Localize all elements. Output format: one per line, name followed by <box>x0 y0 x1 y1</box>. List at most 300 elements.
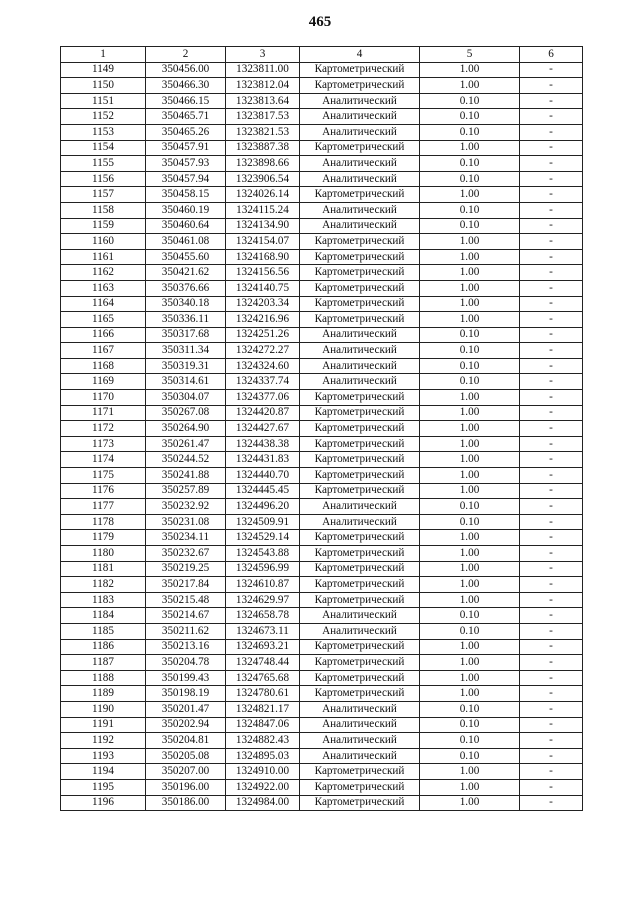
table-cell: Картометрический <box>300 78 420 94</box>
table-cell: 1149 <box>61 62 146 78</box>
table-cell: - <box>520 701 583 717</box>
table-cell: 350311.34 <box>146 343 226 359</box>
page-number: 465 <box>308 14 332 30</box>
table-cell: 1194 <box>61 764 146 780</box>
table-row <box>61 405 583 421</box>
table-row <box>61 218 583 234</box>
table-cell: Аналитический <box>300 156 420 172</box>
table-cell: 1324895.03 <box>226 748 300 764</box>
table-cell: Картометрический <box>300 234 420 250</box>
table-cell: 1.00 <box>420 296 520 312</box>
table-cell: 1.00 <box>420 452 520 468</box>
table-cell: - <box>520 109 583 125</box>
table-cell: 0.10 <box>420 124 520 140</box>
table-cell: - <box>520 265 583 281</box>
table-cell: 1.00 <box>420 78 520 94</box>
table-cell: 1324910.00 <box>226 764 300 780</box>
table-cell: 1324693.21 <box>226 639 300 655</box>
table-cell: 1175 <box>61 468 146 484</box>
table-cell: Аналитический <box>300 748 420 764</box>
table-cell: 1184 <box>61 608 146 624</box>
table-cell: 1323812.04 <box>226 78 300 94</box>
table-cell: Картометрический <box>300 62 420 78</box>
table-cell: Картометрический <box>300 468 420 484</box>
table-cell: 1185 <box>61 623 146 639</box>
table-cell: - <box>520 156 583 172</box>
table-cell: 350457.94 <box>146 171 226 187</box>
table-row <box>61 639 583 655</box>
table-cell: - <box>520 280 583 296</box>
table-cell: Картометрический <box>300 530 420 546</box>
table-cell: 1324168.90 <box>226 249 300 265</box>
table-cell: 1171 <box>61 405 146 421</box>
table-cell: - <box>520 655 583 671</box>
table-cell: 1156 <box>61 171 146 187</box>
table-cell: 1187 <box>61 655 146 671</box>
table-cell: 1324445.45 <box>226 483 300 499</box>
table-cell: 350457.93 <box>146 156 226 172</box>
table-cell: 1.00 <box>420 764 520 780</box>
table-cell: 1.00 <box>420 405 520 421</box>
table-cell: 350261.47 <box>146 436 226 452</box>
table-cell: Аналитический <box>300 514 420 530</box>
table-cell: 350217.84 <box>146 577 226 593</box>
table-cell: Картометрический <box>300 764 420 780</box>
table-cell: 350340.18 <box>146 296 226 312</box>
table-cell: Аналитический <box>300 733 420 749</box>
table-cell: Картометрический <box>300 312 420 328</box>
header-cell: 3 <box>226 47 300 63</box>
table-cell: 1.00 <box>420 187 520 203</box>
table-cell: 0.10 <box>420 343 520 359</box>
table-row <box>61 530 583 546</box>
table-cell: 1324438.38 <box>226 436 300 452</box>
table-cell: Картометрический <box>300 639 420 655</box>
table-cell: 350207.00 <box>146 764 226 780</box>
table-cell: 1192 <box>61 733 146 749</box>
table-cell: Аналитический <box>300 343 420 359</box>
table-cell: 1168 <box>61 358 146 374</box>
table-cell: 1324140.75 <box>226 280 300 296</box>
table-cell: 1323811.00 <box>226 62 300 78</box>
table-cell: 0.10 <box>420 171 520 187</box>
table-row <box>61 701 583 717</box>
table-cell: 350421.62 <box>146 265 226 281</box>
table-cell: - <box>520 202 583 218</box>
table-cell: 1170 <box>61 390 146 406</box>
table-cell: - <box>520 608 583 624</box>
table-cell: - <box>520 312 583 328</box>
table-row <box>61 499 583 515</box>
table-cell: 1178 <box>61 514 146 530</box>
table-cell: 1324026.14 <box>226 187 300 203</box>
table-cell: 1324780.61 <box>226 686 300 702</box>
table-cell: 1160 <box>61 234 146 250</box>
table-cell: - <box>520 452 583 468</box>
table-cell: 350460.19 <box>146 202 226 218</box>
table-cell: 1191 <box>61 717 146 733</box>
table-cell: 350304.07 <box>146 390 226 406</box>
table-cell: Картометрический <box>300 280 420 296</box>
table-cell: 1159 <box>61 218 146 234</box>
table-cell: Картометрический <box>300 249 420 265</box>
table-cell: Картометрический <box>300 686 420 702</box>
table-cell: 1195 <box>61 779 146 795</box>
table-row <box>61 577 583 593</box>
table-cell: 1323817.53 <box>226 109 300 125</box>
table-cell: 1324922.00 <box>226 779 300 795</box>
table-cell: Картометрический <box>300 795 420 811</box>
table-cell: 1324203.34 <box>226 296 300 312</box>
table-cell: 350244.52 <box>146 452 226 468</box>
table-cell: 1324427.67 <box>226 421 300 437</box>
table-cell: 1.00 <box>420 483 520 499</box>
table-cell: 1.00 <box>420 62 520 78</box>
table-cell: - <box>520 296 583 312</box>
table-cell: 1.00 <box>420 639 520 655</box>
table-cell: 1324115.24 <box>226 202 300 218</box>
table-row <box>61 374 583 390</box>
table-cell: - <box>520 546 583 562</box>
table-cell: 1166 <box>61 327 146 343</box>
table-cell: - <box>520 592 583 608</box>
table-cell: 1189 <box>61 686 146 702</box>
table-row <box>61 124 583 140</box>
table-cell: Картометрический <box>300 436 420 452</box>
table-cell: 1.00 <box>420 140 520 156</box>
table-cell: Картометрический <box>300 577 420 593</box>
table-cell: 350314.61 <box>146 374 226 390</box>
table-cell: - <box>520 623 583 639</box>
table-row <box>61 358 583 374</box>
table-cell: Картометрический <box>300 561 420 577</box>
table-cell: 350201.47 <box>146 701 226 717</box>
table-row <box>61 623 583 639</box>
table-cell: Картометрический <box>300 779 420 795</box>
table-row <box>61 483 583 499</box>
table-cell: 350317.68 <box>146 327 226 343</box>
table-cell: 1324673.11 <box>226 623 300 639</box>
table-cell: Картометрический <box>300 187 420 203</box>
table-cell: 1.00 <box>420 468 520 484</box>
table-row <box>61 608 583 624</box>
table-row <box>61 421 583 437</box>
table-cell: 350458.15 <box>146 187 226 203</box>
table-cell: 350196.00 <box>146 779 226 795</box>
table-cell: 350461.08 <box>146 234 226 250</box>
table-cell: Картометрический <box>300 421 420 437</box>
table-cell: 1152 <box>61 109 146 125</box>
table-cell: 1324496.20 <box>226 499 300 515</box>
table-cell: 1323887.38 <box>226 140 300 156</box>
table-cell: 1183 <box>61 592 146 608</box>
table-cell: Аналитический <box>300 93 420 109</box>
table-cell: 1.00 <box>420 530 520 546</box>
table-cell: 1188 <box>61 670 146 686</box>
table-row <box>61 343 583 359</box>
table-cell: 1153 <box>61 124 146 140</box>
table-cell: 0.10 <box>420 156 520 172</box>
table-row <box>61 686 583 702</box>
coordinates-table <box>60 46 583 811</box>
table-row <box>61 280 583 296</box>
table-cell: Картометрический <box>300 140 420 156</box>
table-cell: 1.00 <box>420 577 520 593</box>
table-cell: 350232.92 <box>146 499 226 515</box>
table-cell: Аналитический <box>300 717 420 733</box>
table-cell: 1182 <box>61 577 146 593</box>
table-cell: Картометрический <box>300 265 420 281</box>
table-cell: 1155 <box>61 156 146 172</box>
table-row <box>61 436 583 452</box>
table-row <box>61 390 583 406</box>
table-cell: - <box>520 374 583 390</box>
table-cell: 0.10 <box>420 93 520 109</box>
table-cell: 1324440.70 <box>226 468 300 484</box>
table-cell: - <box>520 686 583 702</box>
table-cell: 1324847.06 <box>226 717 300 733</box>
table-cell: - <box>520 62 583 78</box>
table-cell: 1.00 <box>420 421 520 437</box>
table-cell: - <box>520 733 583 749</box>
table-cell: Аналитический <box>300 171 420 187</box>
table-cell: 1167 <box>61 343 146 359</box>
table-cell: - <box>520 171 583 187</box>
table-cell: 350264.90 <box>146 421 226 437</box>
table-cell: 1.00 <box>420 312 520 328</box>
table-cell: 350241.88 <box>146 468 226 484</box>
table-cell: - <box>520 795 583 811</box>
table-cell: 1151 <box>61 93 146 109</box>
table-cell: 1180 <box>61 546 146 562</box>
table-cell: 350204.78 <box>146 655 226 671</box>
table-cell: 1324154.07 <box>226 234 300 250</box>
table-cell: 350257.89 <box>146 483 226 499</box>
table-cell: 1324272.27 <box>226 343 300 359</box>
table-cell: 1324765.68 <box>226 670 300 686</box>
table-cell: 1324324.60 <box>226 358 300 374</box>
table-cell: 350211.62 <box>146 623 226 639</box>
table-cell: - <box>520 140 583 156</box>
table-row <box>61 468 583 484</box>
table-cell: - <box>520 187 583 203</box>
table-row <box>61 748 583 764</box>
table-row <box>61 109 583 125</box>
table-cell: 1324748.44 <box>226 655 300 671</box>
table-cell: 350319.31 <box>146 358 226 374</box>
table-cell: 1323898.66 <box>226 156 300 172</box>
header-cell: 5 <box>420 47 520 63</box>
table-cell: 1154 <box>61 140 146 156</box>
table-row <box>61 156 583 172</box>
table-row <box>61 78 583 94</box>
table-cell: 350202.94 <box>146 717 226 733</box>
table-cell: 1324216.96 <box>226 312 300 328</box>
table-cell: 1177 <box>61 499 146 515</box>
table-cell: Картометрический <box>300 296 420 312</box>
header-cell: 1 <box>61 47 146 63</box>
table-cell: 350466.30 <box>146 78 226 94</box>
table-cell: 0.10 <box>420 109 520 125</box>
table-row <box>61 202 583 218</box>
table-cell: 1323906.54 <box>226 171 300 187</box>
table-cell: 350457.91 <box>146 140 226 156</box>
table-cell: 1324420.87 <box>226 405 300 421</box>
table-cell: - <box>520 717 583 733</box>
table-cell: - <box>520 561 583 577</box>
table-cell: 1324596.99 <box>226 561 300 577</box>
table-cell: 350213.16 <box>146 639 226 655</box>
table-cell: 1.00 <box>420 795 520 811</box>
table-cell: 1324610.87 <box>226 577 300 593</box>
table-cell: 1157 <box>61 187 146 203</box>
table-cell: - <box>520 670 583 686</box>
table-cell: Картометрический <box>300 483 420 499</box>
table-cell: 350460.64 <box>146 218 226 234</box>
table-row <box>61 327 583 343</box>
table-cell: 1165 <box>61 312 146 328</box>
table-cell: - <box>520 249 583 265</box>
table-cell: - <box>520 468 583 484</box>
table-cell: 1324509.91 <box>226 514 300 530</box>
table-cell: 350232.67 <box>146 546 226 562</box>
table-cell: - <box>520 514 583 530</box>
table-cell: 1323813.64 <box>226 93 300 109</box>
table-cell: 1.00 <box>420 670 520 686</box>
table-cell: 1324629.97 <box>226 592 300 608</box>
table-row <box>61 779 583 795</box>
table-cell: 350199.43 <box>146 670 226 686</box>
table-row <box>61 764 583 780</box>
table-cell: - <box>520 93 583 109</box>
table-row <box>61 717 583 733</box>
table-cell: 1.00 <box>420 546 520 562</box>
table-row <box>61 249 583 265</box>
table-cell: 1174 <box>61 452 146 468</box>
table-cell: 1324377.06 <box>226 390 300 406</box>
table-row <box>61 670 583 686</box>
table-cell: 1323821.53 <box>226 124 300 140</box>
table-cell: - <box>520 124 583 140</box>
table-row <box>61 93 583 109</box>
table-row <box>61 546 583 562</box>
table-cell: 350215.48 <box>146 592 226 608</box>
header-cell: 2 <box>146 47 226 63</box>
table-cell: 1324882.43 <box>226 733 300 749</box>
table-cell: - <box>520 343 583 359</box>
table-cell: 1.00 <box>420 686 520 702</box>
table-row <box>61 140 583 156</box>
table-cell: 1181 <box>61 561 146 577</box>
table-cell: - <box>520 483 583 499</box>
table-cell: Аналитический <box>300 218 420 234</box>
table-row <box>61 514 583 530</box>
table-cell: 350204.81 <box>146 733 226 749</box>
table-cell: Картометрический <box>300 405 420 421</box>
table-cell: 350376.66 <box>146 280 226 296</box>
table-cell: Картометрический <box>300 390 420 406</box>
table-cell: - <box>520 639 583 655</box>
table-cell: 1179 <box>61 530 146 546</box>
table-cell: Картометрический <box>300 546 420 562</box>
table-cell: 350336.11 <box>146 312 226 328</box>
table-cell: 350198.19 <box>146 686 226 702</box>
table-cell: 1324984.00 <box>226 795 300 811</box>
table-row <box>61 592 583 608</box>
table-cell: - <box>520 78 583 94</box>
table-cell: 1150 <box>61 78 146 94</box>
table-cell: 1324543.88 <box>226 546 300 562</box>
table-cell: 0.10 <box>420 701 520 717</box>
table-cell: 350267.08 <box>146 405 226 421</box>
table-row <box>61 296 583 312</box>
table-cell: 1.00 <box>420 779 520 795</box>
table-cell: Аналитический <box>300 701 420 717</box>
table-cell: 1.00 <box>420 655 520 671</box>
header-cell: 4 <box>300 47 420 63</box>
table-cell: 350205.08 <box>146 748 226 764</box>
table-cell: 1173 <box>61 436 146 452</box>
table-row <box>61 312 583 328</box>
table-cell: 1169 <box>61 374 146 390</box>
table-cell: 350186.00 <box>146 795 226 811</box>
table-cell: - <box>520 421 583 437</box>
table-cell: - <box>520 499 583 515</box>
table-cell: 350455.60 <box>146 249 226 265</box>
table-row <box>61 452 583 468</box>
table-cell: 0.10 <box>420 358 520 374</box>
table-cell: 1324337.74 <box>226 374 300 390</box>
table-row <box>61 561 583 577</box>
table-cell: 350231.08 <box>146 514 226 530</box>
table-cell: Аналитический <box>300 374 420 390</box>
table-cell: 0.10 <box>420 748 520 764</box>
table-cell: 1162 <box>61 265 146 281</box>
table-cell: 1163 <box>61 280 146 296</box>
table-cell: 1324431.83 <box>226 452 300 468</box>
table-cell: 1158 <box>61 202 146 218</box>
header-row <box>61 47 583 63</box>
table-cell: Картометрический <box>300 655 420 671</box>
table-cell: 350214.67 <box>146 608 226 624</box>
table-cell: Картометрический <box>300 670 420 686</box>
table-cell: 1324156.56 <box>226 265 300 281</box>
table-cell: 1324134.90 <box>226 218 300 234</box>
table-cell: 0.10 <box>420 514 520 530</box>
table-cell: - <box>520 764 583 780</box>
table-cell: Аналитический <box>300 327 420 343</box>
table-row <box>61 265 583 281</box>
table-cell: 1.00 <box>420 592 520 608</box>
table-cell: Аналитический <box>300 499 420 515</box>
table-cell: - <box>520 577 583 593</box>
table-cell: 1324658.78 <box>226 608 300 624</box>
table-cell: Картометрический <box>300 452 420 468</box>
table-cell: 350234.11 <box>146 530 226 546</box>
table-cell: 1196 <box>61 795 146 811</box>
table-cell: Аналитический <box>300 202 420 218</box>
table-cell: 0.10 <box>420 623 520 639</box>
table-row <box>61 733 583 749</box>
header-cell: 6 <box>520 47 583 63</box>
table-row <box>61 655 583 671</box>
table-cell: - <box>520 779 583 795</box>
table-cell: 1186 <box>61 639 146 655</box>
table-cell: 0.10 <box>420 327 520 343</box>
table-cell: 350465.26 <box>146 124 226 140</box>
table-cell: 0.10 <box>420 374 520 390</box>
table-cell: Аналитический <box>300 358 420 374</box>
